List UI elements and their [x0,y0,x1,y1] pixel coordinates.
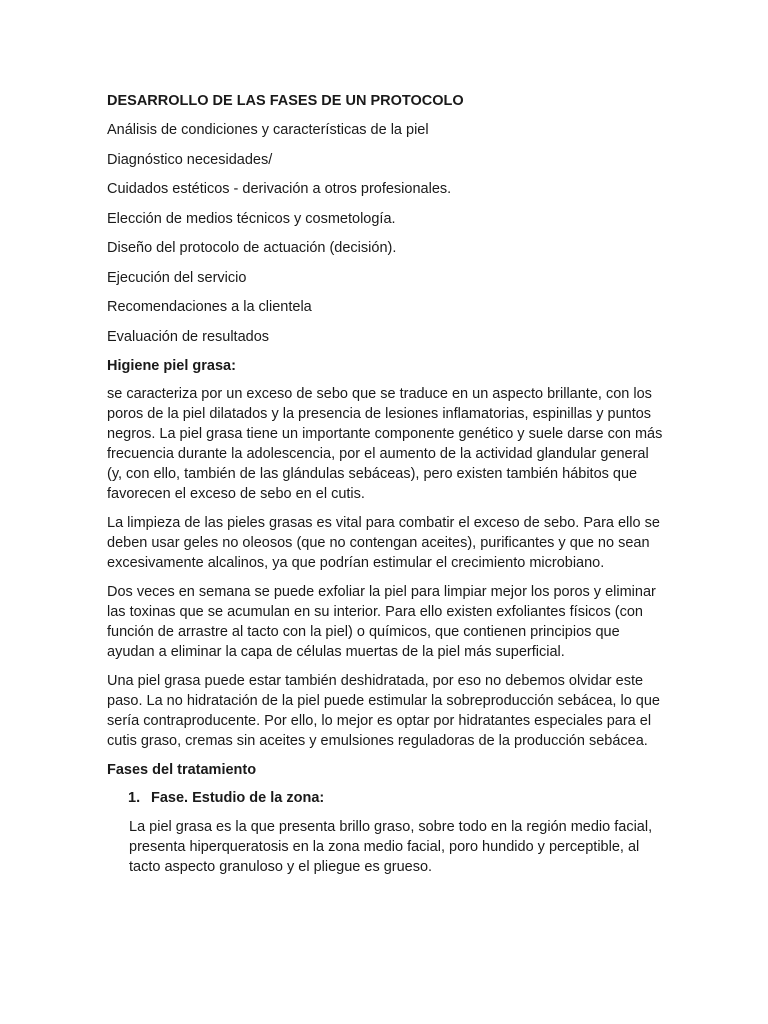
phase-text: La piel grasa es la que presenta brillo graso, sobre todo en la región medio facial, presenta hiperqueratosis en la zona medio facial, poro hundido y perceptible, al tacto aspecto granuloso y el pliegue es grueso. [129,819,653,875]
protocol-step: Recomendaciones a la clientela [107,299,312,315]
paragraph: se caracteriza por un exceso de sebo que se traduce en un aspecto brillante, con los poros de la piel dilatados y la presencia de lesiones inflamatorias, espinillas y puntos negros. La piel grasa tiene un importante componente genético y suele darse con más frecuencia durante la adolescencia, por el aumento de la actividad glandular general (y, con ello, también de las glándulas sebáceas), pero existen también hábitos que favorecen el exceso de sebo en el cutis. [107,386,663,502]
paragraph: La limpieza de las pieles grasas es vital para combatir el exceso de sebo. Para ello se deben usar geles no oleosos (que no contengan aceites), purificantes y que no sean excesivamente alcalinos, ya que podrían estimular el crecimiento microbiano. [107,515,660,571]
section-heading: Higiene piel grasa: [107,358,236,374]
protocol-step: Evaluación de resultados [107,328,270,345]
phase-title: Fase. Estudio de la zona: [151,790,325,806]
phases-list [107,788,667,877]
phase-number: 1. [128,790,141,806]
protocol-step: Diagnóstico necesidades/ [107,151,273,168]
protocol-step: Ejecución del servicio [107,269,247,286]
document-title: DESARROLLO DE LAS FASES DE UN PROTOCOLO [107,93,464,109]
document-page [107,91,667,877]
protocol-step: Análisis de condiciones y características de la piel [107,122,429,138]
paragraph: Dos veces en semana se puede exfoliar la piel para limpiar mejor los poros y eliminar las toxinas que se acumulan en su interior. Para ello existen exfoliantes físicos (con función de arrastre al tacto con la piel) o químicos, que contienen principios que ayudan a eliminar la capa de células muertas de la piel más superficial. [107,584,656,660]
protocol-step: Elección de medios técnicos y cosmetología. [107,210,396,227]
paragraph: Una piel grasa puede estar también deshidratada, por eso no debemos olvidar este paso. La no hidratación de la piel puede estimular la sobreproducción sebácea, lo que sería contraproducente. Por ello, lo mejor es optar por hidratantes especiales para el cutis graso, cremas sin aceites y emulsiones reguladoras de la producción sebácea. [107,673,660,749]
phases-heading: Fases del tratamiento [107,762,257,778]
protocol-step: Cuidados estéticos - derivación a otros profesionales. [107,181,452,197]
protocol-step: Diseño del protocolo de actuación (decisión). [107,240,397,256]
phase-heading [128,788,667,808]
